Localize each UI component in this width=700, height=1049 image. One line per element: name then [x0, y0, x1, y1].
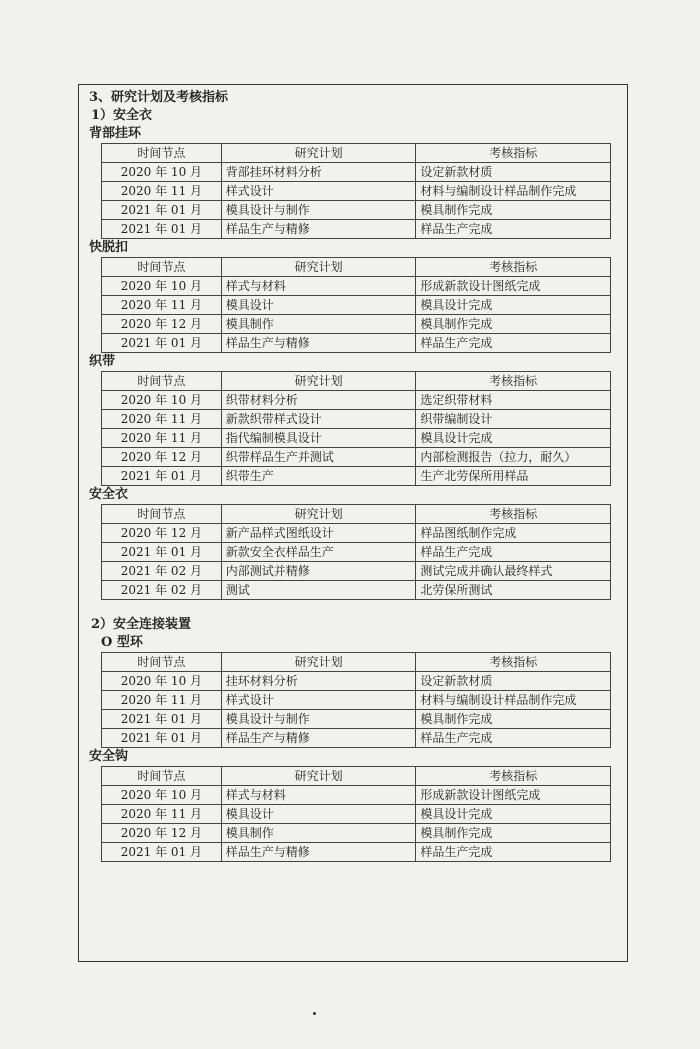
indicator-cell: 模具制作完成 [416, 315, 611, 334]
plan-table [101, 652, 611, 748]
indicator-cell: 形成新款设计图纸完成 [416, 277, 611, 296]
plan-table [101, 371, 611, 486]
table-row [102, 824, 611, 843]
plan-cell: 模具制作 [221, 824, 416, 843]
plan-cell: 样式与材料 [221, 786, 416, 805]
plan-cell: 模具设计 [221, 805, 416, 824]
time-cell: 2021 年 01 月 [102, 543, 222, 562]
time-cell: 2021 年 01 月 [102, 710, 222, 729]
time-cell: 2020 年 11 月 [102, 410, 222, 429]
table-row [102, 334, 611, 353]
time-cell: 2020 年 12 月 [102, 448, 222, 467]
table-header-row [102, 505, 611, 524]
time-cell: 2020 年 10 月 [102, 391, 222, 410]
indicator-cell: 样品生产完成 [416, 220, 611, 239]
table-row [102, 691, 611, 710]
indicator-cell: 样品生产完成 [416, 543, 611, 562]
table-row [102, 562, 611, 581]
column-header: 时间节点 [102, 372, 222, 391]
table-row [102, 543, 611, 562]
table-row [102, 391, 611, 410]
time-cell: 2021 年 01 月 [102, 334, 222, 353]
plan-cell: 模具设计与制作 [221, 201, 416, 220]
scan-dot [313, 1012, 316, 1015]
plan-cell: 新款织带样式设计 [221, 410, 416, 429]
table-row [102, 672, 611, 691]
table-row [102, 524, 611, 543]
table-row [102, 843, 611, 862]
indicator-cell: 设定新款材质 [416, 163, 611, 182]
table-row [102, 581, 611, 600]
column-header: 时间节点 [102, 653, 222, 672]
table-row [102, 182, 611, 201]
plan-cell: 测试 [221, 581, 416, 600]
document-frame [78, 84, 628, 962]
indicator-cell: 样品生产完成 [416, 334, 611, 353]
indicator-cell: 北劳保所测试 [416, 581, 611, 600]
group-title: 快脱扣 [89, 240, 129, 255]
group-title: 安全钩 [89, 749, 129, 764]
group-title: 织带 [89, 354, 116, 369]
plan-cell: 织带样品生产并测试 [221, 448, 416, 467]
indicator-cell: 材料与编制设计样品制作完成 [416, 691, 611, 710]
column-header: 考核指标 [416, 372, 611, 391]
indicator-cell: 材料与编制设计样品制作完成 [416, 182, 611, 201]
table-row [102, 467, 611, 486]
plan-cell: 样品生产与精修 [221, 334, 416, 353]
time-cell: 2021 年 01 月 [102, 220, 222, 239]
group-title: O 型环 [101, 635, 143, 650]
time-cell: 2020 年 11 月 [102, 182, 222, 201]
table-row [102, 448, 611, 467]
subsection-title: 1）安全衣 [91, 108, 153, 123]
document-content [89, 89, 609, 862]
time-cell: 2020 年 11 月 [102, 805, 222, 824]
time-cell: 2020 年 10 月 [102, 163, 222, 182]
indicator-cell: 测试完成并确认最终样式 [416, 562, 611, 581]
time-cell: 2020 年 10 月 [102, 277, 222, 296]
indicator-cell: 样品生产完成 [416, 729, 611, 748]
plan-cell: 样式与材料 [221, 277, 416, 296]
indicator-cell: 模具设计完成 [416, 296, 611, 315]
indicator-cell: 内部检测报告（拉力，耐久） [416, 448, 611, 467]
indicator-cell: 生产北劳保所用样品 [416, 467, 611, 486]
column-header: 研究计划 [221, 653, 416, 672]
indicator-cell: 模具制作完成 [416, 710, 611, 729]
plan-cell: 模具设计 [221, 296, 416, 315]
section-gap [89, 600, 609, 616]
plan-table [101, 257, 611, 353]
subsection-title: 2）安全连接装置 [91, 617, 192, 632]
table-row [102, 220, 611, 239]
plan-cell: 样品生产与精修 [221, 220, 416, 239]
plan-cell: 背部挂环材料分析 [221, 163, 416, 182]
group-title: 背部挂环 [89, 126, 142, 141]
table-row [102, 201, 611, 220]
plan-cell: 模具制作 [221, 315, 416, 334]
column-header: 时间节点 [102, 505, 222, 524]
plan-cell: 样品生产与精修 [221, 729, 416, 748]
column-header: 研究计划 [221, 372, 416, 391]
indicator-cell: 选定织带材料 [416, 391, 611, 410]
column-header: 研究计划 [221, 144, 416, 163]
group-title: 安全衣 [89, 487, 129, 502]
plan-cell: 新款安全衣样品生产 [221, 543, 416, 562]
indicator-cell: 织带编制设计 [416, 410, 611, 429]
plan-cell: 内部测试并精修 [221, 562, 416, 581]
table-header-row [102, 144, 611, 163]
table-row [102, 277, 611, 296]
time-cell: 2020 年 12 月 [102, 524, 222, 543]
indicator-cell: 模具制作完成 [416, 824, 611, 843]
plan-cell: 样品生产与精修 [221, 843, 416, 862]
table-row [102, 410, 611, 429]
plan-cell: 样式设计 [221, 182, 416, 201]
plan-cell: 指代编制模具设计 [221, 429, 416, 448]
plan-cell: 模具设计与制作 [221, 710, 416, 729]
column-header: 考核指标 [416, 144, 611, 163]
table-row [102, 296, 611, 315]
column-header: 考核指标 [416, 767, 611, 786]
indicator-cell: 设定新款材质 [416, 672, 611, 691]
table-row [102, 429, 611, 448]
plan-cell: 样式设计 [221, 691, 416, 710]
plan-cell: 新产品样式图纸设计 [221, 524, 416, 543]
table-row [102, 729, 611, 748]
time-cell: 2021 年 02 月 [102, 581, 222, 600]
table-header-row [102, 258, 611, 277]
time-cell: 2021 年 01 月 [102, 201, 222, 220]
plan-cell: 织带材料分析 [221, 391, 416, 410]
table-header-row [102, 767, 611, 786]
column-header: 时间节点 [102, 767, 222, 786]
time-cell: 2021 年 01 月 [102, 467, 222, 486]
indicator-cell: 形成新款设计图纸完成 [416, 786, 611, 805]
time-cell: 2020 年 11 月 [102, 429, 222, 448]
time-cell: 2020 年 12 月 [102, 824, 222, 843]
column-header: 研究计划 [221, 767, 416, 786]
column-header: 考核指标 [416, 653, 611, 672]
plan-table [101, 504, 611, 600]
column-header: 研究计划 [221, 258, 416, 277]
plan-cell: 挂环材料分析 [221, 672, 416, 691]
time-cell: 2020 年 10 月 [102, 672, 222, 691]
plan-table [101, 766, 611, 862]
indicator-cell: 样品图纸制作完成 [416, 524, 611, 543]
time-cell: 2020 年 11 月 [102, 296, 222, 315]
column-header: 考核指标 [416, 505, 611, 524]
time-cell: 2021 年 01 月 [102, 843, 222, 862]
table-row [102, 805, 611, 824]
table-row [102, 710, 611, 729]
indicator-cell: 模具制作完成 [416, 201, 611, 220]
column-header: 考核指标 [416, 258, 611, 277]
time-cell: 2021 年 02 月 [102, 562, 222, 581]
plan-cell: 织带生产 [221, 467, 416, 486]
table-row [102, 163, 611, 182]
table-header-row [102, 372, 611, 391]
column-header: 时间节点 [102, 144, 222, 163]
time-cell: 2020 年 12 月 [102, 315, 222, 334]
time-cell: 2020 年 11 月 [102, 691, 222, 710]
indicator-cell: 样品生产完成 [416, 843, 611, 862]
indicator-cell: 模具设计完成 [416, 805, 611, 824]
column-header: 时间节点 [102, 258, 222, 277]
table-row [102, 786, 611, 805]
plan-table [101, 143, 611, 239]
table-row [102, 315, 611, 334]
time-cell: 2020 年 10 月 [102, 786, 222, 805]
column-header: 研究计划 [221, 505, 416, 524]
indicator-cell: 模具设计完成 [416, 429, 611, 448]
section-title: 3、研究计划及考核指标 [89, 90, 229, 105]
table-header-row [102, 653, 611, 672]
time-cell: 2021 年 01 月 [102, 729, 222, 748]
